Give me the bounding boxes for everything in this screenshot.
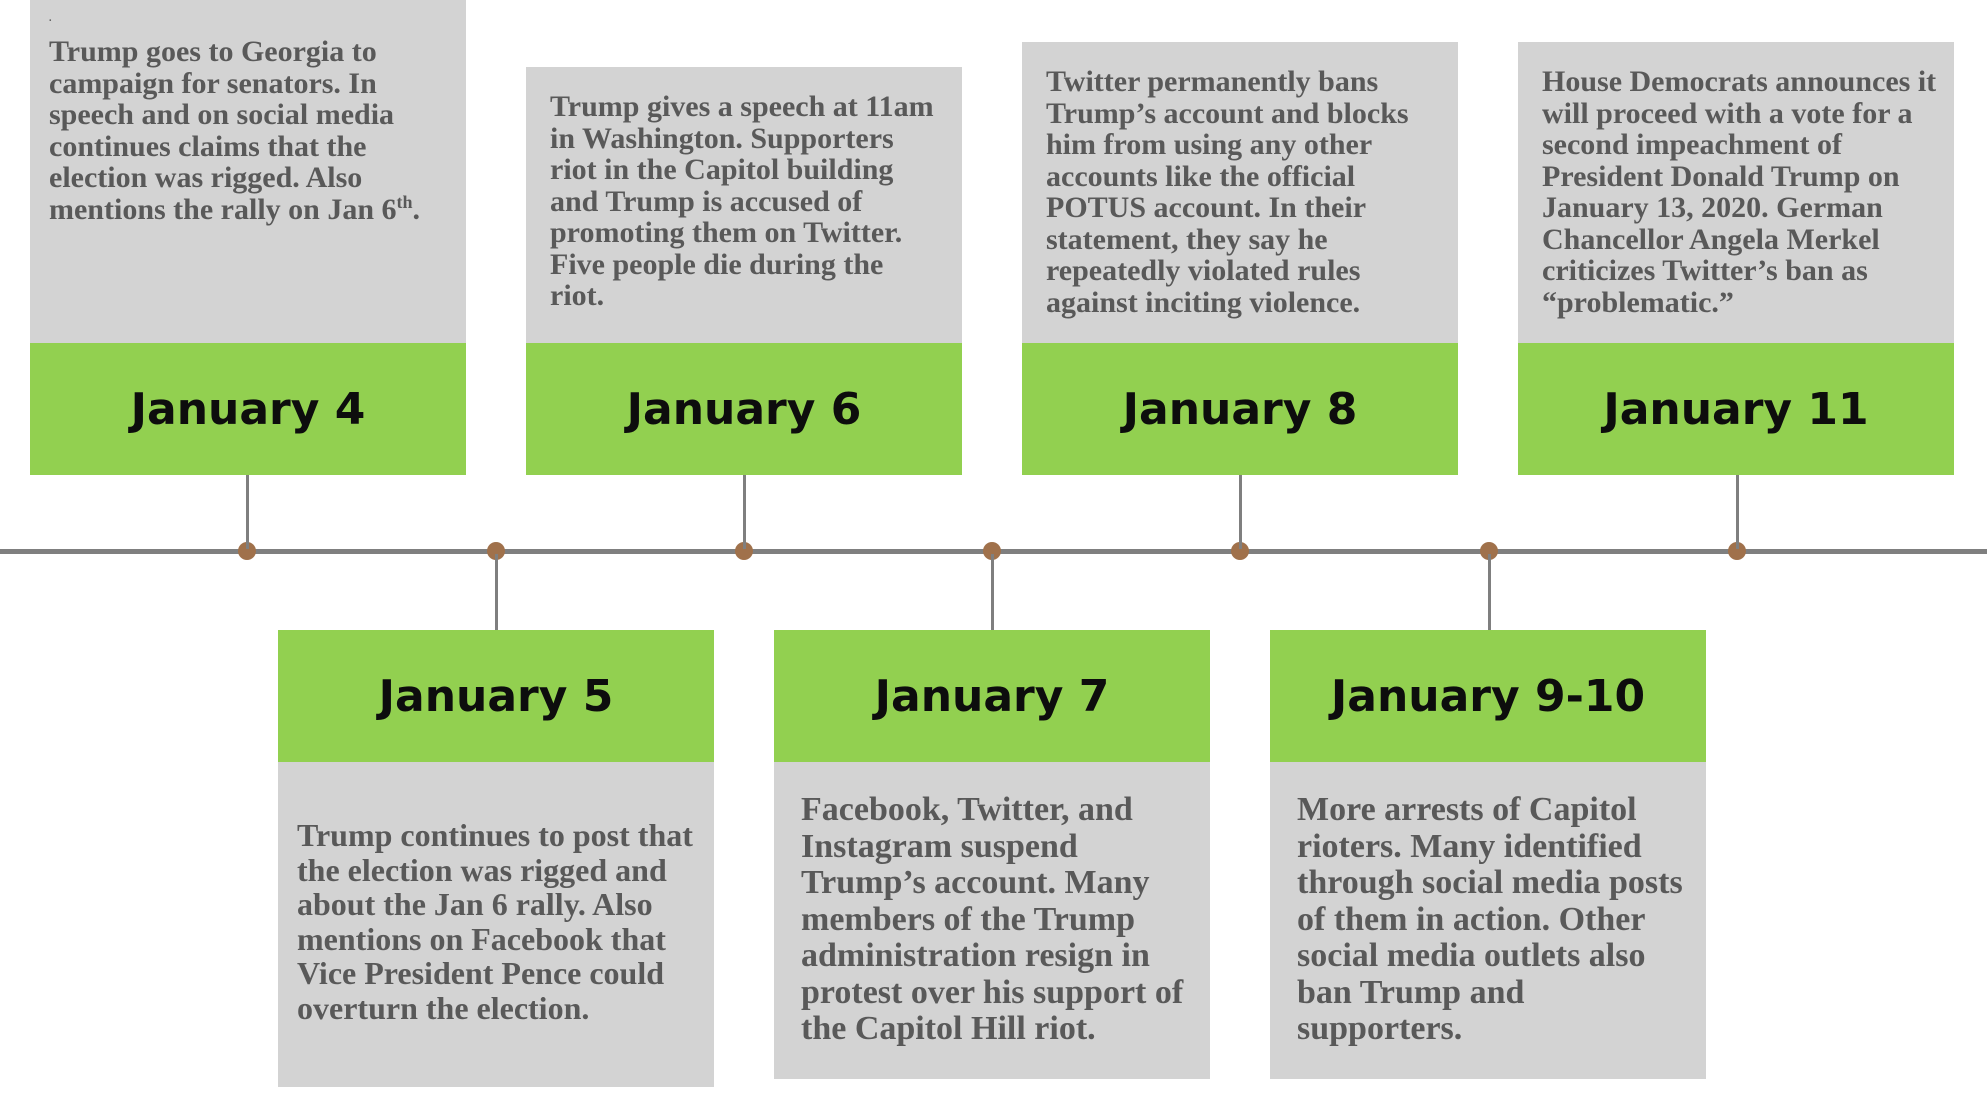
event-date-jan9-10: January 9-10: [1270, 630, 1706, 762]
event-text-jan4-tail: .: [412, 192, 421, 226]
stray-mark: .: [49, 13, 52, 24]
event-description-jan4: [30, 0, 466, 343]
event-date-jan6: January 6: [526, 343, 962, 475]
event-date-jan8: January 8: [1022, 343, 1458, 475]
event-text-jan11: House Democrats announces it will proceed with a vote for a second impeachment of President Donald Trump on January 13, 2020. German Chancellor Angela Merkel criticizes Twitter’s ban as “problematic.”: [1542, 65, 1937, 319]
event-date-jan7: January 7: [774, 630, 1210, 762]
event-card-jan7: [774, 630, 1210, 1079]
event-description-jan11: [1518, 42, 1954, 343]
event-text-jan7: Facebook, Twitter, and Instagram suspend Trump’s account. Many members of the Trump administration resign in protest over his support of the Capitol Hill riot.: [801, 791, 1184, 1047]
connector-jan4: [246, 475, 249, 549]
connector-jan5: [495, 554, 498, 630]
connector-jan6: [743, 475, 746, 549]
event-description-jan7: [774, 762, 1210, 1079]
event-card-jan8: [1022, 42, 1458, 475]
event-text-jan4: Trump goes to Georgia to campaign for senators. In speech and on social media continues claims that the election was rigged. Also mentions the rally on Jan 6: [49, 35, 397, 226]
event-card-jan4: [30, 0, 466, 475]
connector-jan9-10: [1488, 554, 1491, 630]
event-date-jan11: January 11: [1518, 343, 1954, 475]
event-card-jan6: [526, 67, 962, 475]
event-card-jan5: [278, 630, 714, 1087]
ordinal-suffix: th: [396, 191, 413, 212]
connector-jan11: [1736, 475, 1739, 549]
event-date-jan4: January 4: [30, 343, 466, 475]
event-date-jan5: January 5: [278, 630, 714, 762]
event-description-jan9-10: [1270, 762, 1706, 1079]
event-text-jan6: Trump gives a speech at 11am in Washington. Supporters riot in the Capitol building and Trump is accused of promoting them on Twitter. Five people die during the riot.: [550, 90, 934, 312]
event-text-jan9-10: More arrests of Capitol rioters. Many identified through social media posts of them in action. Other social media outlets also ban Trump and supporters.: [1297, 791, 1683, 1047]
event-description-jan6: [526, 67, 962, 343]
connector-jan7: [991, 554, 994, 630]
connector-jan8: [1239, 475, 1242, 549]
event-description-jan8: [1022, 42, 1458, 343]
event-card-jan9-10: [1270, 630, 1706, 1079]
event-text-jan5: Trump continues to post that the election was rigged and about the Jan 6 rally. Also mentions on Facebook that Vice President Pence could overturn the election.: [297, 817, 693, 1026]
event-description-jan5: [278, 762, 714, 1087]
event-card-jan11: [1518, 42, 1954, 475]
event-text-jan8: Twitter permanently bans Trump’s account and blocks him from using any other accounts like the official POTUS account. In their statement, they say he repeatedly violated rules against inciting violence.: [1046, 65, 1409, 319]
